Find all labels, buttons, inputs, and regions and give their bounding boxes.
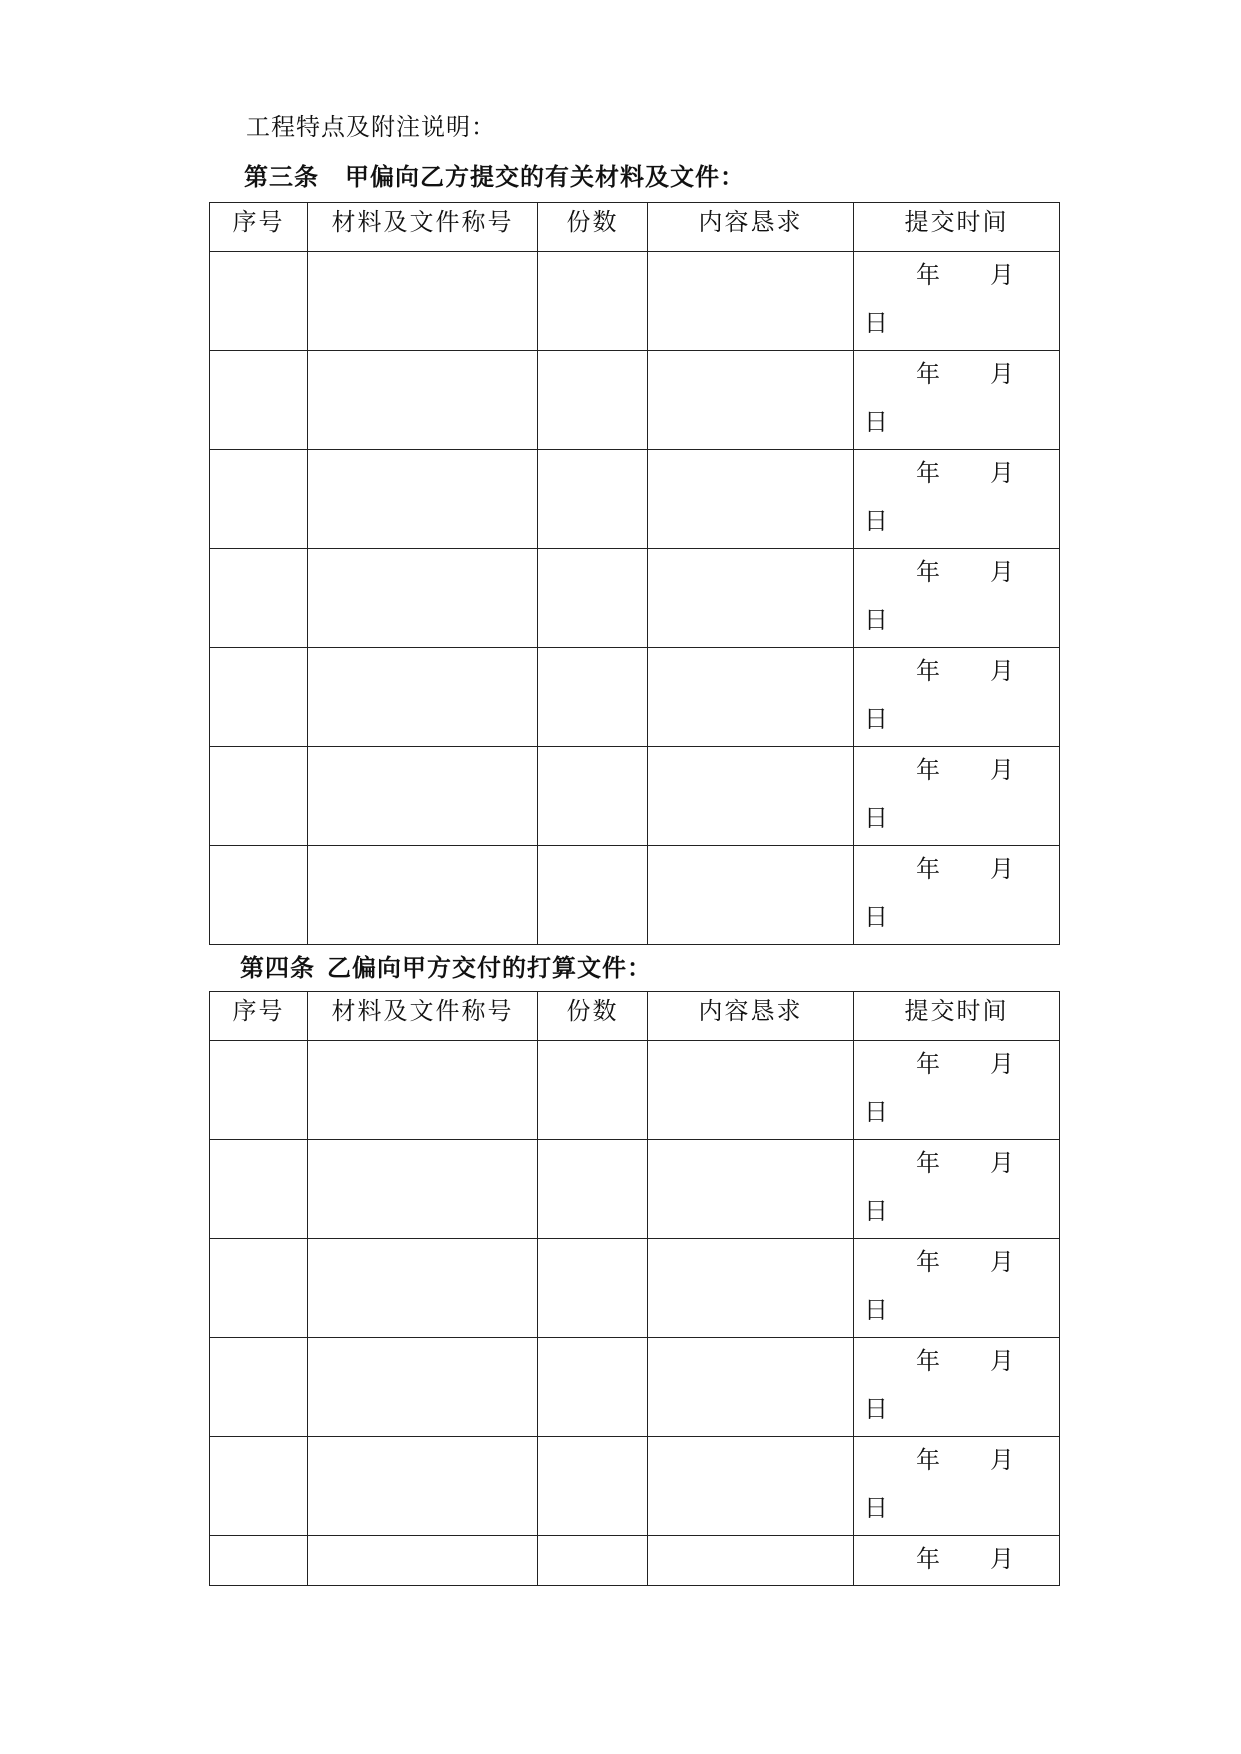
date-day-label: 日 — [864, 1494, 888, 1522]
date-month-label: 月 — [990, 657, 1014, 685]
date-month-label: 月 — [990, 756, 1014, 784]
table-row — [210, 648, 1060, 747]
date-year-label: 年 — [916, 1149, 940, 1177]
date-month-label: 月 — [990, 1050, 1014, 1078]
section-4-heading — [240, 951, 652, 985]
table-row — [210, 549, 1060, 648]
date-day-label: 日 — [864, 1395, 888, 1423]
date-day-label: 日 — [864, 1098, 888, 1126]
header-content-requirements: 内容恳求 — [648, 992, 854, 1041]
content-requirements-cell[interactable] — [648, 747, 854, 846]
date-month-label: 月 — [990, 855, 1014, 883]
header-submission-time: 提交时间 — [854, 992, 1060, 1041]
date-year-label: 年 — [916, 261, 940, 289]
header-document-name: 材料及文件称号 — [308, 992, 538, 1041]
serial-cell[interactable] — [210, 549, 308, 648]
date-month-label: 月 — [990, 1149, 1014, 1177]
copies-cell[interactable] — [538, 549, 648, 648]
date-year-label: 年 — [916, 1446, 940, 1474]
date-year-label: 年 — [916, 1545, 940, 1573]
copies-cell[interactable] — [538, 846, 648, 945]
document-name-cell[interactable] — [308, 549, 538, 648]
submission-date-cell[interactable] — [854, 252, 1060, 351]
section-3-number: 第三条 — [244, 162, 319, 191]
serial-cell[interactable] — [210, 846, 308, 945]
date-month-label: 月 — [990, 558, 1014, 586]
date-day-label: 日 — [864, 1197, 888, 1225]
table-row — [210, 1437, 1060, 1536]
header-content-requirements: 内容恳求 — [648, 203, 854, 252]
submission-date-cell[interactable] — [854, 1536, 1060, 1586]
table-row — [210, 1041, 1060, 1140]
header-serial: 序号 — [210, 203, 308, 252]
document-name-cell[interactable] — [308, 1338, 538, 1437]
serial-cell[interactable] — [210, 252, 308, 351]
header-serial: 序号 — [210, 992, 308, 1041]
date-month-label: 月 — [990, 1347, 1014, 1375]
date-year-label: 年 — [916, 756, 940, 784]
date-year-label: 年 — [916, 657, 940, 685]
document-name-cell[interactable] — [308, 747, 538, 846]
document-name-cell[interactable] — [308, 450, 538, 549]
date-month-label: 月 — [990, 261, 1014, 289]
serial-cell[interactable] — [210, 351, 308, 450]
table-row — [210, 1239, 1060, 1338]
copies-cell[interactable] — [538, 1536, 648, 1586]
content-requirements-cell[interactable] — [648, 1239, 854, 1338]
serial-cell[interactable] — [210, 1437, 308, 1536]
content-requirements-cell[interactable] — [648, 549, 854, 648]
copies-cell[interactable] — [538, 1041, 648, 1140]
header-copies: 份数 — [538, 992, 648, 1041]
header-document-name: 材料及文件称号 — [308, 203, 538, 252]
table-row — [210, 1140, 1060, 1239]
serial-cell[interactable] — [210, 747, 308, 846]
submission-date-cell[interactable] — [854, 747, 1060, 846]
date-day-label: 日 — [864, 408, 888, 436]
content-requirements-cell[interactable] — [648, 1437, 854, 1536]
submission-date-cell[interactable] — [854, 1041, 1060, 1140]
date-day-label: 日 — [864, 309, 888, 337]
content-requirements-cell[interactable] — [648, 450, 854, 549]
document-name-cell[interactable] — [308, 1140, 538, 1239]
date-day-label: 日 — [864, 507, 888, 535]
content-requirements-cell[interactable] — [648, 351, 854, 450]
content-requirements-cell[interactable] — [648, 1140, 854, 1239]
date-year-label: 年 — [916, 855, 940, 883]
document-name-cell[interactable] — [308, 1536, 538, 1586]
table-row — [210, 1536, 1060, 1586]
submission-date-cell[interactable] — [854, 450, 1060, 549]
table-row — [210, 450, 1060, 549]
document-name-cell[interactable] — [308, 648, 538, 747]
table-row — [210, 1338, 1060, 1437]
date-month-label: 月 — [990, 360, 1014, 388]
date-year-label: 年 — [916, 558, 940, 586]
copies-cell[interactable] — [538, 1239, 648, 1338]
content-requirements-cell[interactable] — [648, 252, 854, 351]
date-month-label: 月 — [990, 1446, 1014, 1474]
copies-cell[interactable] — [538, 351, 648, 450]
table-header-row — [210, 992, 1060, 1041]
submission-date-cell[interactable] — [854, 1140, 1060, 1239]
copies-cell[interactable] — [538, 252, 648, 351]
copies-cell[interactable] — [538, 747, 648, 846]
section-4-table — [209, 991, 1060, 1586]
copies-cell[interactable] — [538, 1140, 648, 1239]
submission-date-cell[interactable] — [854, 1338, 1060, 1437]
date-year-label: 年 — [916, 360, 940, 388]
submission-date-cell[interactable] — [854, 351, 1060, 450]
content-requirements-cell[interactable] — [648, 648, 854, 747]
date-month-label: 月 — [990, 1545, 1014, 1573]
table-row — [210, 846, 1060, 945]
date-day-label: 日 — [864, 1296, 888, 1324]
date-day-label: 日 — [864, 606, 888, 634]
date-day-label: 日 — [864, 804, 888, 832]
serial-cell[interactable] — [210, 1140, 308, 1239]
serial-cell[interactable] — [210, 1338, 308, 1437]
copies-cell[interactable] — [538, 450, 648, 549]
document-name-cell[interactable] — [308, 1437, 538, 1536]
date-month-label: 月 — [990, 1248, 1014, 1276]
date-month-label: 月 — [990, 459, 1014, 487]
copies-cell[interactable] — [538, 648, 648, 747]
section-4-title: 乙偏向甲方交付的打算文件： — [327, 953, 652, 982]
date-year-label: 年 — [916, 459, 940, 487]
header-copies: 份数 — [538, 203, 648, 252]
submission-date-cell[interactable] — [854, 549, 1060, 648]
submission-date-cell[interactable] — [854, 1437, 1060, 1536]
submission-date-cell[interactable] — [854, 846, 1060, 945]
date-year-label: 年 — [916, 1248, 940, 1276]
serial-cell[interactable] — [210, 1536, 308, 1586]
header-submission-time: 提交时间 — [854, 203, 1060, 252]
document-name-cell[interactable] — [308, 1239, 538, 1338]
copies-cell[interactable] — [538, 1338, 648, 1437]
serial-cell[interactable] — [210, 450, 308, 549]
table-row — [210, 351, 1060, 450]
content-requirements-cell[interactable] — [648, 1338, 854, 1437]
copies-cell[interactable] — [538, 1437, 648, 1536]
notes-label: 工程特点及附注说明： — [246, 113, 496, 141]
submission-date-cell[interactable] — [854, 1239, 1060, 1338]
table-header-row — [210, 203, 1060, 252]
document-name-cell[interactable] — [308, 252, 538, 351]
section-3-title: 甲偏向乙方提交的有关材料及文件： — [345, 162, 745, 191]
date-day-label: 日 — [864, 705, 888, 733]
date-day-label: 日 — [864, 903, 888, 931]
content-requirements-cell[interactable] — [648, 846, 854, 945]
submission-date-cell[interactable] — [854, 648, 1060, 747]
document-name-cell[interactable] — [308, 1041, 538, 1140]
section-4-number: 第四条 — [240, 953, 315, 982]
date-year-label: 年 — [916, 1050, 940, 1078]
serial-cell[interactable] — [210, 1041, 308, 1140]
table-row — [210, 747, 1060, 846]
document-name-cell[interactable] — [308, 351, 538, 450]
section-3-heading — [244, 160, 745, 194]
serial-cell[interactable] — [210, 648, 308, 747]
date-year-label: 年 — [916, 1347, 940, 1375]
serial-cell[interactable] — [210, 1239, 308, 1338]
document-name-cell[interactable] — [308, 846, 538, 945]
section-3-table — [209, 202, 1060, 945]
table-row — [210, 252, 1060, 351]
content-requirements-cell[interactable] — [648, 1536, 854, 1586]
content-requirements-cell[interactable] — [648, 1041, 854, 1140]
